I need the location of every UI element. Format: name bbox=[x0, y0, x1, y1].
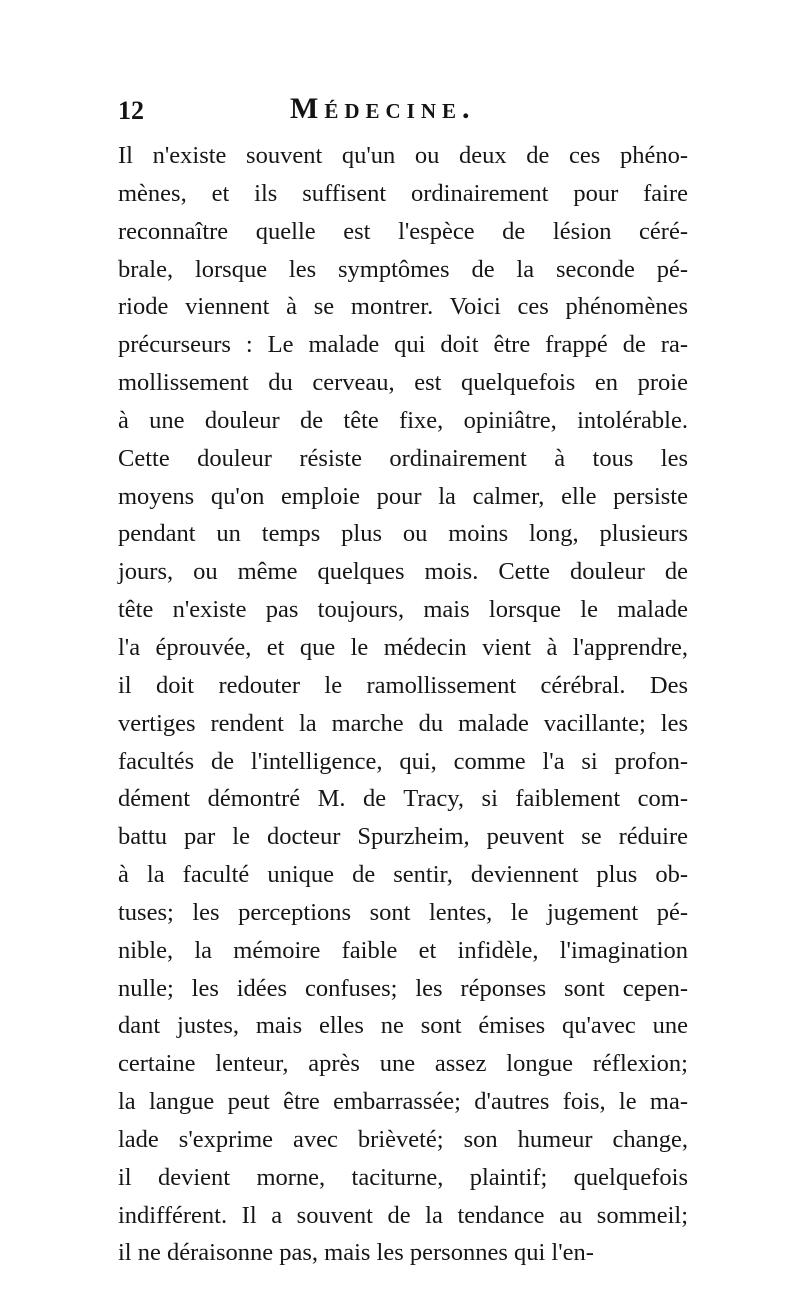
text-line: Il n'existe souvent qu'un ou deux de ces phéno- bbox=[118, 142, 688, 169]
text-line: à une douleur de tête fixe, opiniâtre, intolérable. bbox=[118, 406, 688, 434]
text-line: reconnaître quelle est l'espèce de lésion céré- bbox=[118, 217, 688, 245]
running-title: Médecine. bbox=[290, 92, 476, 125]
text-line: mollissement du cerveau, est quelquefois en proie bbox=[118, 369, 688, 397]
text-line: certaine lenteur, après une assez longue réflexion; bbox=[118, 1050, 688, 1078]
text-line: indifférent. Il a souvent de la tendance au sommeil; bbox=[118, 1201, 688, 1229]
text-line: dant justes, mais elles ne sont émises qu'avec une bbox=[118, 1012, 688, 1040]
text-line: jours, ou même quelques mois. Cette douleur de bbox=[118, 558, 688, 586]
text-line: lade s'exprime avec brièveté; son humeur change, bbox=[118, 1125, 688, 1153]
text-line: précurseurs : Le malade qui doit être frappé de ra- bbox=[118, 331, 688, 359]
text-line: nulle; les idées confuses; les réponses sont cepen- bbox=[118, 974, 688, 1002]
text-line: il ne déraisonne pas, mais les personnes qui l'en- bbox=[118, 1239, 594, 1267]
text-line: la langue peut être embarrassée; d'autres fois, le ma- bbox=[118, 1088, 688, 1116]
text-line: mènes, et ils suffisent ordinairement pour faire bbox=[118, 179, 688, 207]
text-line: nible, la mémoire faible et infidèle, l'imagination bbox=[118, 936, 688, 964]
text-line: tuses; les perceptions sont lentes, le jugement pé- bbox=[118, 898, 688, 926]
text-line: moyens qu'on emploie pour la calmer, elle persiste bbox=[118, 482, 688, 510]
text-line: à la faculté unique de sentir, deviennent plus ob- bbox=[118, 861, 688, 889]
text-line: dément démontré M. de Tracy, si faiblement com- bbox=[118, 785, 688, 813]
text-line: tête n'existe pas toujours, mais lorsque le malade bbox=[118, 596, 688, 624]
text-line: facultés de l'intelligence, qui, comme l'a si profon- bbox=[118, 747, 688, 775]
text-line: l'a éprouvée, et que le médecin vient à l'apprendre, bbox=[118, 633, 688, 661]
text-line: riode viennent à se montrer. Voici ces phénomènes bbox=[118, 293, 688, 321]
text-line: battu par le docteur Spurzheim, peuvent se réduire bbox=[118, 823, 688, 851]
text-line: vertiges rendent la marche du malade vacillante; les bbox=[118, 709, 688, 737]
page-number: 12 bbox=[118, 96, 144, 125]
text-line: Cette douleur résiste ordinairement à tous les bbox=[118, 444, 688, 472]
text-line: brale, lorsque les symptômes de la seconde pé- bbox=[118, 255, 688, 283]
text-line: il doit redouter le ramollissement cérébral. Des bbox=[118, 671, 688, 699]
text-line: il devient morne, taciturne, plaintif; quelquefois bbox=[118, 1163, 688, 1191]
body-text bbox=[118, 137, 688, 1272]
text-line: pendant un temps plus ou moins long, plusieurs bbox=[118, 520, 688, 548]
page-header bbox=[118, 92, 688, 132]
